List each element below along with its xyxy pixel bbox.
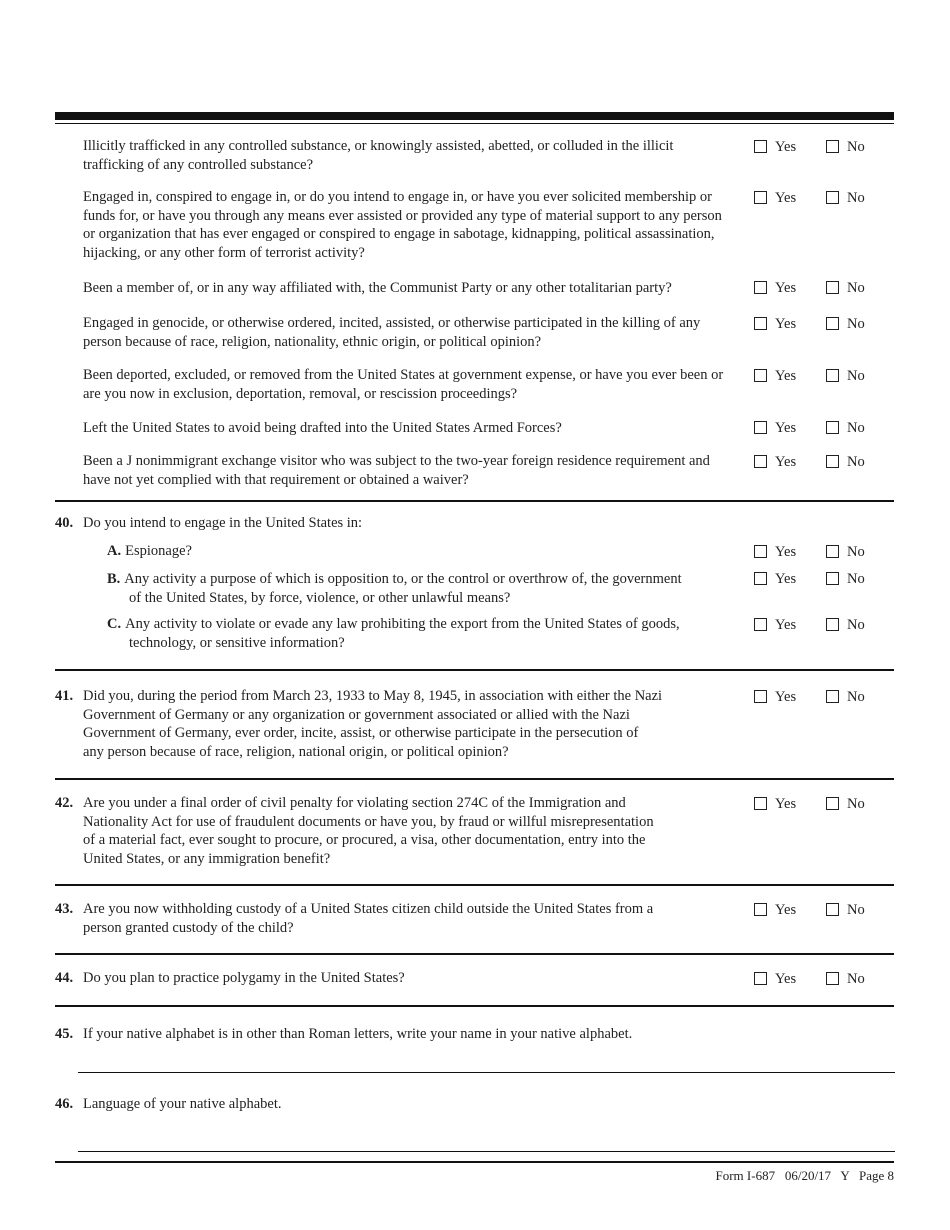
yes-label: Yes <box>775 139 797 155</box>
no-label: No <box>847 571 865 587</box>
yes-option[interactable] <box>754 315 796 333</box>
question-45-text: If your native alphabet is in other than Roman letters, write your name in your native alphabet. <box>83 1026 633 1042</box>
section-divider <box>55 1005 894 1007</box>
no-option[interactable] <box>826 616 865 634</box>
no-label: No <box>847 454 865 470</box>
footer-rule <box>55 1161 894 1163</box>
no-checkbox[interactable] <box>826 545 839 558</box>
yes-checkbox[interactable] <box>754 545 767 558</box>
form-footer: Form I-687 06/20/17 Y Page 8 <box>715 1168 894 1183</box>
question-39-item-5: Been deported, excluded, or removed from the United States at government expense, or have you ever been or are you now in exclusion, deportation, removal, or rescission proceedings? <box>83 367 724 402</box>
question-40-b <box>107 570 732 607</box>
question-44-number: 44. <box>55 970 74 986</box>
no-label: No <box>847 190 865 206</box>
no-label: No <box>847 617 865 633</box>
yes-checkbox[interactable] <box>754 281 767 294</box>
yes-option[interactable] <box>754 616 796 634</box>
header-thick-rule <box>55 112 894 120</box>
question-42-line: of a material fact, ever sought to procure, or procured, a visa, other documentation, entry into the <box>83 832 646 849</box>
question-41-line: Government of Germany or any organization or government associated or allied with the Nazi <box>83 706 630 723</box>
question-40-c-letter: C. <box>107 616 122 632</box>
question-46-number: 46. <box>55 1096 74 1112</box>
yes-label: Yes <box>775 454 797 470</box>
question-40-a-letter: A. <box>107 543 122 559</box>
yes-label: Yes <box>775 902 797 918</box>
question-45-number: 45. <box>55 1026 74 1042</box>
yes-option[interactable] <box>754 570 796 588</box>
section-divider <box>55 500 894 502</box>
yes-option[interactable] <box>754 543 796 561</box>
native-alphabet-language-field[interactable] <box>83 1128 893 1146</box>
no-option[interactable] <box>826 315 865 333</box>
no-option[interactable] <box>826 419 865 437</box>
question-39-item-7: Been a J nonimmigrant exchange visitor who was subject to the two-year foreign residence requirement and have not yet complied with that requirement or obtained a waiver? <box>83 453 710 488</box>
yes-checkbox[interactable] <box>754 972 767 985</box>
yes-option[interactable] <box>754 419 796 437</box>
no-label: No <box>847 971 865 987</box>
header-thin-rule <box>55 123 894 124</box>
question-40-number: 40. <box>55 515 74 531</box>
question-39-item-1: Illicitly trafficked in any controlled substance, or knowingly assisted, abetted, or colluded in the illicit trafficking of any controlled substance? <box>83 138 674 173</box>
question-39-item-4: Engaged in genocide, or otherwise ordered, incited, assisted, or otherwise participated in the killing of any person because of race, religion, nationality, ethnic origin, or political opinion? <box>83 315 701 350</box>
yes-checkbox[interactable] <box>754 797 767 810</box>
question-40-a <box>107 542 732 561</box>
native-alphabet-name-field[interactable] <box>83 1050 893 1068</box>
no-option[interactable] <box>826 543 865 561</box>
question-44-text: Do you plan to practice polygamy in the United States? <box>83 970 405 986</box>
no-label: No <box>847 280 865 296</box>
no-label: No <box>847 316 865 332</box>
question-42-text <box>83 794 735 868</box>
no-checkbox[interactable] <box>826 369 839 382</box>
yes-option[interactable] <box>754 795 796 813</box>
no-option[interactable] <box>826 970 865 988</box>
yes-option[interactable] <box>754 189 796 207</box>
question-43-number: 43. <box>55 901 74 917</box>
section-divider <box>55 669 894 671</box>
no-checkbox[interactable] <box>826 140 839 153</box>
yes-option[interactable] <box>754 367 796 385</box>
question-43-line: Are you now withholding custody of a United States citizen child outside the United States from a <box>83 901 654 917</box>
question-41-line: Did you, during the period from March 23, 1933 to May 8, 1945, in association with either the Nazi <box>83 688 663 704</box>
no-label: No <box>847 902 865 918</box>
no-label: No <box>847 420 865 436</box>
question-39-item-2: Engaged in, conspired to engage in, or do you intend to engage in, or have you ever solicited membership or funds for, or have you through any means ever assisted or provided any type of material support to any person or organization that has ever engaged or conspired to engage in sabotage, kidnapping, political assassination, hijacking, or any other form of terrorist activity? <box>83 189 722 261</box>
native-alphabet-name-underline <box>78 1072 895 1073</box>
no-option[interactable] <box>826 688 865 706</box>
yes-label: Yes <box>775 617 797 633</box>
section-divider <box>55 953 894 955</box>
no-checkbox[interactable] <box>826 455 839 468</box>
yes-checkbox[interactable] <box>754 903 767 916</box>
yes-checkbox[interactable] <box>754 690 767 703</box>
no-option[interactable] <box>826 189 865 207</box>
question-42-line: Nationality Act for use of fraudulent documents or have you, by fraud or willful misrepresentation <box>83 813 654 830</box>
yes-option[interactable] <box>754 279 796 297</box>
no-option[interactable] <box>826 795 865 813</box>
question-41-number: 41. <box>55 688 74 704</box>
question-40-c <box>107 615 732 652</box>
yes-checkbox[interactable] <box>754 572 767 585</box>
no-label: No <box>847 544 865 560</box>
no-checkbox[interactable] <box>826 281 839 294</box>
question-39-item-6: Left the United States to avoid being drafted into the United States Armed Forces? <box>83 420 562 436</box>
question-42-line: United States, or any immigration benefit? <box>83 850 331 867</box>
section-divider <box>55 778 894 780</box>
question-40-b-text-line2: of the United States, by force, violence, or other unlawful means? <box>129 589 511 606</box>
question-40-b-text-line1: Any activity a purpose of which is opposition to, or the control or overthrow of, the government <box>124 571 682 587</box>
yes-label: Yes <box>775 368 797 384</box>
yes-label: Yes <box>775 689 797 705</box>
yes-checkbox[interactable] <box>754 618 767 631</box>
yes-checkbox[interactable] <box>754 369 767 382</box>
yes-label: Yes <box>775 316 797 332</box>
no-checkbox[interactable] <box>826 618 839 631</box>
no-checkbox[interactable] <box>826 972 839 985</box>
yes-label: Yes <box>775 571 797 587</box>
yes-option[interactable] <box>754 453 796 471</box>
yes-label: Yes <box>775 544 797 560</box>
no-checkbox[interactable] <box>826 572 839 585</box>
no-option[interactable] <box>826 570 865 588</box>
no-checkbox[interactable] <box>826 690 839 703</box>
section-divider <box>55 884 894 886</box>
yes-label: Yes <box>775 796 797 812</box>
question-40-text: Do you intend to engage in the United States in: <box>83 515 363 531</box>
yes-checkbox[interactable] <box>754 191 767 204</box>
question-40-c-text-line2: technology, or sensitive information? <box>129 634 345 651</box>
question-40-c-text-line1: Any activity to violate or evade any law prohibiting the export from the United States of goods, <box>125 616 680 632</box>
native-alphabet-language-underline <box>78 1151 895 1152</box>
question-43-line: person granted custody of the child? <box>83 919 294 936</box>
yes-option[interactable] <box>754 970 796 988</box>
yes-option[interactable] <box>754 901 796 919</box>
no-label: No <box>847 689 865 705</box>
yes-label: Yes <box>775 420 797 436</box>
yes-option[interactable] <box>754 138 796 156</box>
yes-option[interactable] <box>754 688 796 706</box>
question-41-line: Government of Germany, ever order, incite, assist, or otherwise participate in the persecution of <box>83 725 639 742</box>
question-46-text: Language of your native alphabet. <box>83 1096 282 1112</box>
no-checkbox[interactable] <box>826 797 839 810</box>
no-option[interactable] <box>826 453 865 471</box>
no-checkbox[interactable] <box>826 191 839 204</box>
question-40-a-text: Espionage? <box>125 543 192 559</box>
question-42-line: Are you under a final order of civil penalty for violating section 274C of the Immigration and <box>83 795 626 811</box>
yes-checkbox[interactable] <box>754 421 767 434</box>
yes-label: Yes <box>775 190 797 206</box>
yes-checkbox[interactable] <box>754 140 767 153</box>
no-label: No <box>847 139 865 155</box>
question-40-b-letter: B. <box>107 571 121 587</box>
question-39-item-3: Been a member of, or in any way affiliated with, the Communist Party or any other totalitarian party? <box>83 280 672 296</box>
no-checkbox[interactable] <box>826 317 839 330</box>
question-43-text <box>83 900 735 937</box>
no-option[interactable] <box>826 367 865 385</box>
no-option[interactable] <box>826 138 865 156</box>
no-option[interactable] <box>826 901 865 919</box>
no-checkbox[interactable] <box>826 421 839 434</box>
yes-checkbox[interactable] <box>754 455 767 468</box>
question-41-text <box>83 687 735 761</box>
no-option[interactable] <box>826 279 865 297</box>
yes-checkbox[interactable] <box>754 317 767 330</box>
question-41-line: any person because of race, religion, national origin, or political opinion? <box>83 743 509 760</box>
no-checkbox[interactable] <box>826 903 839 916</box>
no-label: No <box>847 796 865 812</box>
yes-label: Yes <box>775 280 797 296</box>
yes-label: Yes <box>775 971 797 987</box>
question-42-number: 42. <box>55 795 74 811</box>
no-label: No <box>847 368 865 384</box>
